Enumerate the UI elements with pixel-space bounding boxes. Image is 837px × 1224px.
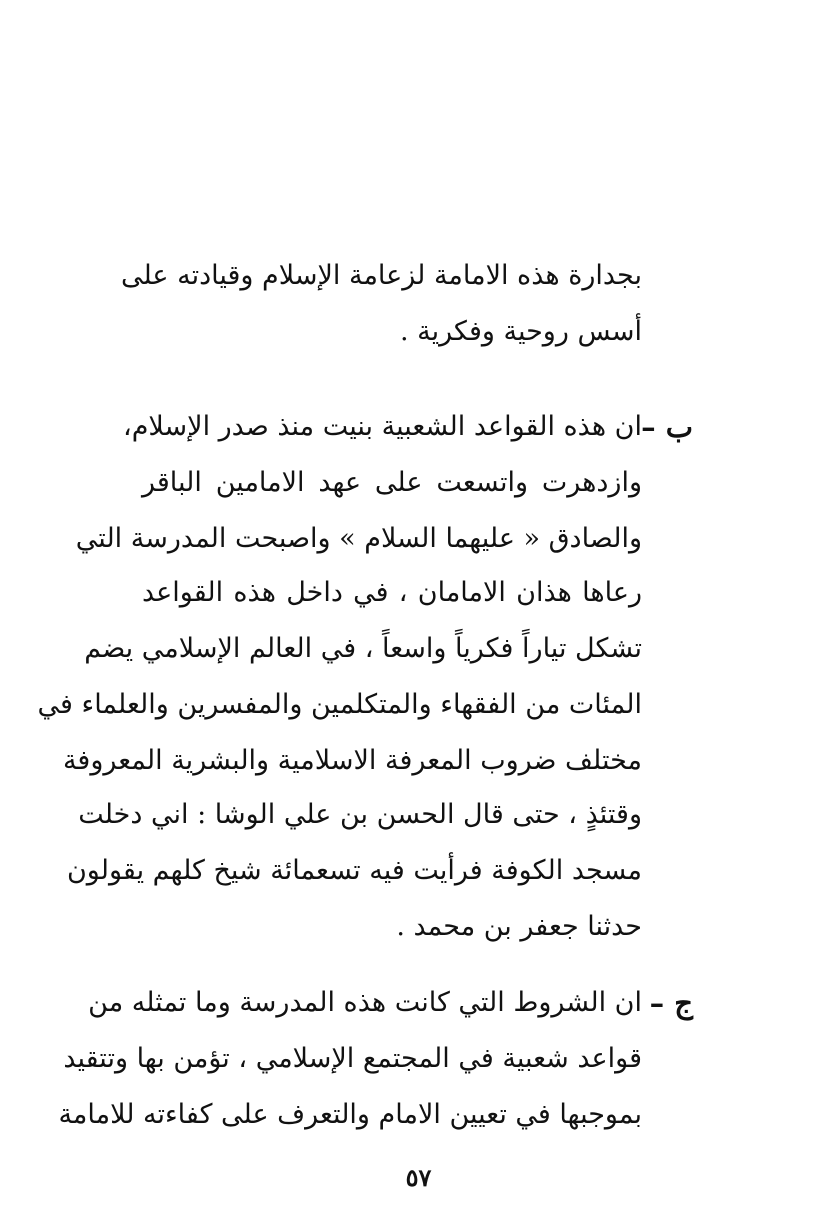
text-line: وازدهرت واتسعت على عهد الامامين الباقر	[142, 467, 642, 498]
text-line: أسس روحية وفكرية .	[399, 316, 642, 347]
text-line: ان الشروط التي كانت هذه المدرسة وما تمثله من	[88, 987, 642, 1018]
item-b-marker: ب –	[641, 410, 693, 444]
text-line: مختلف ضروب المعرفة الاسلامية والبشرية المعروفة	[62, 745, 642, 776]
text-line: ان هذه القواعد الشعبية بنيت منذ صدر الإسلام،	[123, 411, 642, 442]
text-line: بجدارة هذه الامامة لزعامة الإسلام وقيادته على	[120, 260, 642, 291]
text-line: رعاها هذان الامامان ، في داخل هذه القواعد	[142, 577, 642, 608]
text-line: وقتئذٍ ، حتى قال الحسن بن علي الوشا : اني دخلت	[78, 799, 642, 830]
text-line: المئات من الفقهاء والمتكلمين والمفسرين والعلماء في	[37, 689, 642, 720]
text-line: تشكل تياراً فكرياً واسعاً ، في العالم الإسلامي يضم	[84, 633, 642, 664]
text-line: مسجد الكوفة فرأيت فيه تسعمائة شيخ كلهم يقولون	[66, 855, 642, 886]
text-line: قواعد شعبية في المجتمع الإسلامي ، تؤمن بها وتتقيد	[63, 1043, 642, 1074]
page-number: ٥٧	[405, 1163, 432, 1192]
text-line: والصادق « عليهما السلام » واصبحت المدرسة التي	[75, 523, 642, 554]
text-line: بموجبها في تعيين الامام والتعرف على كفاءته للامامة	[58, 1099, 642, 1130]
item-c-marker: ج –	[649, 986, 693, 1020]
text-line: حدثنا جعفر بن محمد .	[396, 911, 642, 942]
